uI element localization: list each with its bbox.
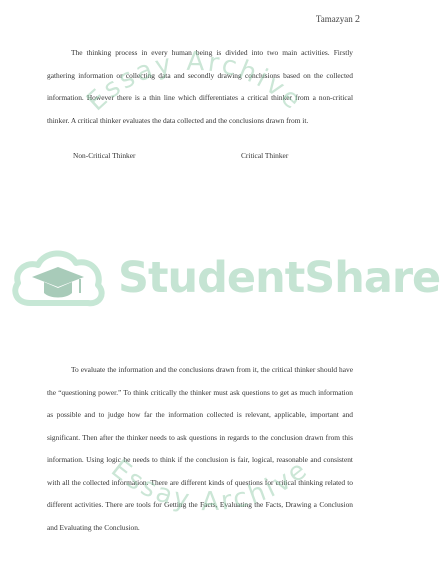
watermark-arc-bottom: Essay Archive	[105, 453, 315, 518]
paragraph-intro: The thinking process in every human being is divided into two main activities. Firstly gathering information or collecting data and secondly drawing conclusions based on the collected information. However there is a thin line which differentiates a critical thinker from a non-critical thinker. A critical thinker evaluates the data collected and the conclusions drawn from it.	[47, 48, 353, 125]
paragraph-evaluation: To evaluate the information and the conclusions drawn from it, the critical thinker should have the “questioning power.” To think critically the thinker must ask questions to get as much information as possible and to judge how far the information collected is relevant, applicable, important and significant. Then after the thinker needs to ask questions in regards to the conclusion drawn from this information. Using logic he needs to think if the conclusion is fair, logical, reasonable and consistent with all the collected information. There are different kinds of questions for critical thinking related to different activities. There are tools for Getting the Facts, Evaluating the Facts, Drawing a Conclusion and Evaluating the Conclusion.	[47, 365, 353, 532]
watermark-arc-top: Essay Archive	[81, 46, 309, 118]
label-non-critical-thinker: Non-Critical Thinker	[73, 151, 136, 160]
page-number: 2	[355, 14, 360, 25]
header-author: Tamazyan	[315, 14, 353, 24]
graduation-cap-cloud-icon	[8, 243, 108, 315]
label-critical-thinker: Critical Thinker	[241, 151, 289, 160]
studentshare-watermark	[8, 243, 440, 315]
brand-wordmark: StudentShare	[118, 253, 440, 303]
running-header	[316, 14, 360, 25]
